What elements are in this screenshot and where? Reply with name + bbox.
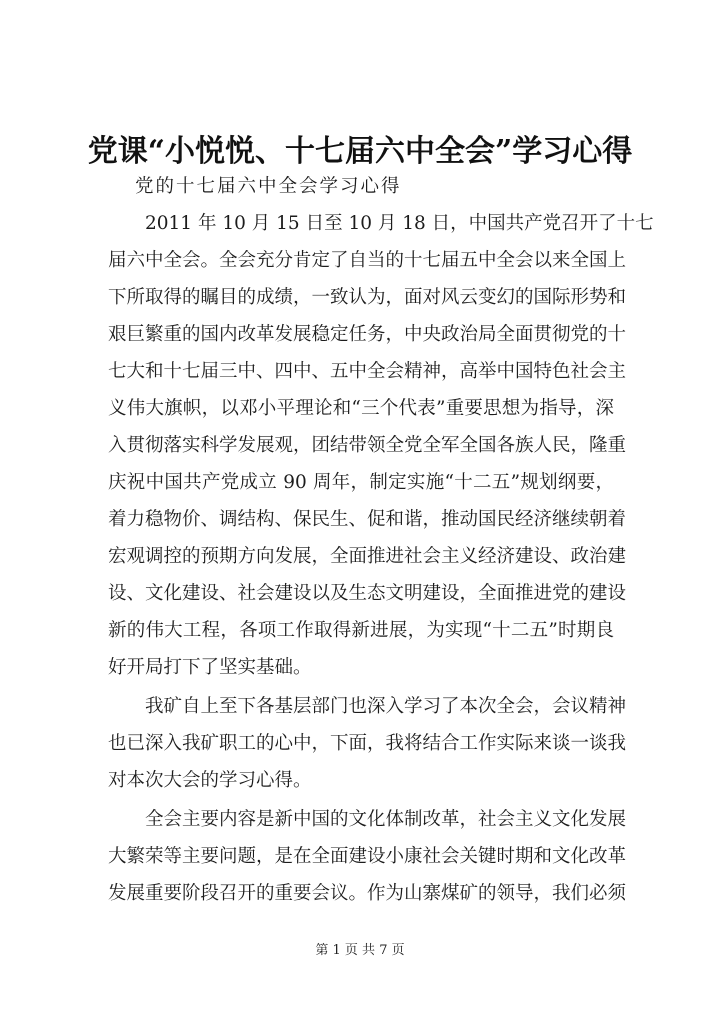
document-line: 设、文化建设、社会建设以及生态文明建设，全面推进党的建设	[108, 583, 627, 604]
document-line: 着力稳物价、调结构、保民生、促和谐，推动国民经济继续朝着	[108, 509, 627, 530]
document-line: 全会主要内容是新中国的文化体制改革，社会主义文化发展	[145, 809, 627, 830]
document-line: 入贯彻落实科学发展观，团结带领全党全军全国各族人民，隆重	[108, 435, 627, 456]
document-line: 七大和十七届三中、四中、五中全会精神，高举中国特色社会主	[108, 361, 627, 382]
document-line: 我矿自上至下各基层部门也深入学习了本次全会，会议精神	[145, 696, 627, 717]
document-line: 发展重要阶段召开的重要会议。作为山寨煤矿的领导，我们必须	[108, 883, 627, 904]
document-line: 下所取得的瞩目的成绩，一致认为，面对风云变幻的国际形势和	[108, 287, 627, 308]
document-line: 艰巨繁重的国内改革发展稳定任务，中央政治局全面贯彻党的十	[108, 324, 627, 345]
document-line: 届六中全会。全会充分肯定了自当的十七届五中全会以来全国上	[108, 250, 627, 271]
document-subtitle: 党的十七届六中全会学习心得	[135, 176, 402, 197]
document-line: 对本次大会的学习心得。	[108, 770, 312, 791]
document-line: 宏观调控的预期方向发展，全面推进社会主义经济建设、政治建	[108, 546, 627, 567]
page-indicator: 第 1 页 共 7 页	[315, 943, 405, 958]
document-line: 庆祝中国共产党成立 90 周年，制定实施“十二五”规划纲要，	[108, 472, 614, 493]
document-line: 也已深入我矿职工的心中，下面，我将结合工作实际来谈一谈我	[108, 733, 627, 754]
document-line: 2011 年 10 月 15 日至 10 月 18 日，中国共产党召开了十七	[145, 213, 654, 234]
document-line: 好开局打下了坚实基础。	[108, 657, 312, 678]
document-title: 党课“小悦悦、十七届六中全会”学习心得	[87, 134, 633, 169]
document-line: 新的伟大工程，各项工作取得新进展，为实现“十二五”时期良	[108, 620, 614, 641]
document-line: 义伟大旗帜，以邓小平理论和“三个代表”重要思想为指导，深	[108, 398, 614, 419]
document-line: 大繁荣等主要问题，是在全面建设小康社会关键时期和文化改革	[108, 846, 627, 867]
